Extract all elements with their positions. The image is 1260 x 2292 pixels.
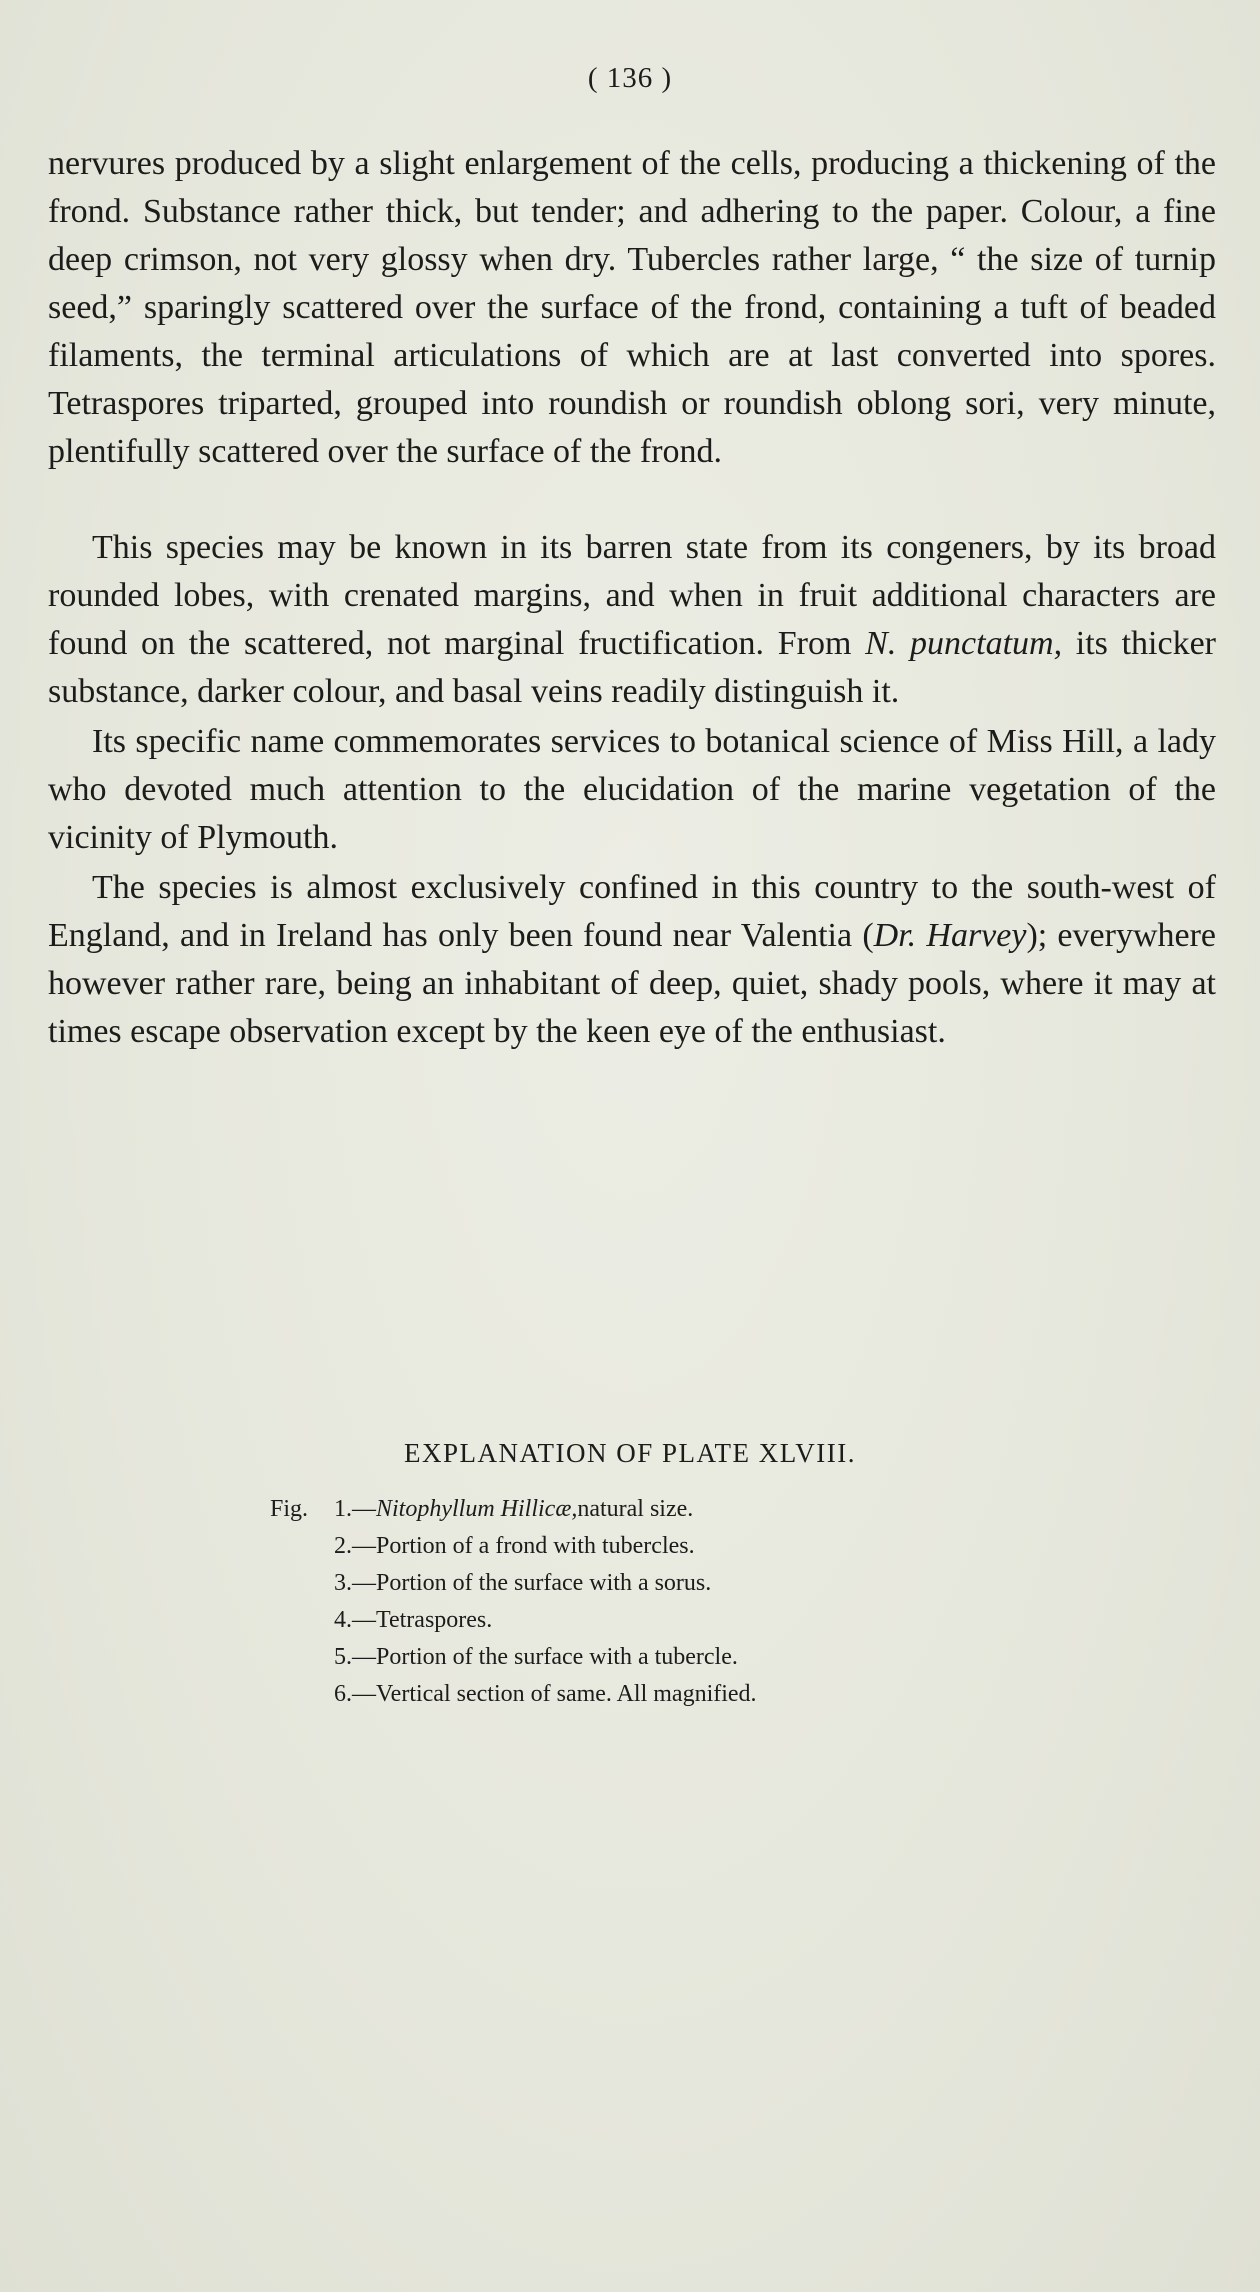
authority-name: Dr. Harvey [873, 917, 1027, 954]
figure-number: 4.— [334, 1607, 376, 1633]
figure-caption: Tetraspores. [376, 1607, 493, 1633]
figure-item [270, 1639, 1260, 1676]
figure-item [270, 1565, 1260, 1602]
paragraph-distribution-text: The species is almost exclusively confined in this country to the south-west of England, and in Ireland has only been found near Valentia [48, 869, 1216, 954]
paragraph-distinction-rest: its thicker substance, darker colour, and basal veins readily distinguish it. [48, 625, 1217, 710]
paragraph-distinction [48, 524, 1216, 716]
figure-item [270, 1491, 1260, 1528]
figure-caption: Portion of a frond with tubercles. [376, 1533, 695, 1559]
paren-open: ( [862, 917, 874, 954]
figure-item [270, 1602, 1260, 1639]
paragraph-etymology: Its specific name commemorates services to botanical science of Miss Hill, a lady who devoted much attention to the elucidation of the marine vegetation of the vicinity of Plymouth. [48, 723, 1216, 856]
page-number: ( 136 ) [587, 62, 673, 94]
plate-explanation [0, 1438, 1260, 1713]
body-text [48, 140, 1216, 1056]
figure-caption: Vertical section of same. All magnified. [376, 1681, 757, 1707]
figure-item [270, 1676, 1260, 1713]
paragraph-distinction-text: This species may be known in its barren state from its congeners, by its broad rounded lobes, with crenated margins, and when in fruit additional characters are found on the scattered, not marginal fructification. From [48, 529, 1216, 662]
figure-number: 6.— [334, 1681, 376, 1707]
paragraph-distribution [48, 864, 1216, 1056]
figure-species-name: Nitophyllum Hillicæ, [376, 1496, 578, 1522]
figure-number: 3.— [334, 1570, 376, 1596]
figure-number: 2.— [334, 1533, 376, 1559]
figure-caption: natural size. [577, 1496, 694, 1522]
fig-label: Fig. [270, 1496, 309, 1522]
figure-list [270, 1491, 1260, 1713]
plate-explanation-title: EXPLANATION OF PLATE XLVIII. [404, 1438, 856, 1468]
paragraph-distribution-rest: ); everywhere however rather rare, being an inhabitant of deep, quiet, shady pools, where it may at times escape observation except by the keen eye of the enthusiast. [48, 917, 1216, 1050]
figure-number: 1.— [334, 1496, 376, 1522]
figure-number: 5.— [334, 1644, 376, 1670]
paragraph-description: nervures produced by a slight enlargement of the cells, producing a thickening of the frond. Substance rather thick, but tender; and adhering to the paper. Colour, a fine deep crimson, not very glossy when dry. Tubercles rather large, “ the size of turnip seed,” sparingly scattered over the surface of the frond, containing a tuft of beaded filaments, the terminal articulations of which are at last converted into spores. Tetraspores triparted, grouped into roundish or roundish oblong sori, very minute, plentifully scattered over the surface of the frond. [48, 145, 1216, 470]
figure-caption: Portion of the surface with a sorus. [376, 1570, 712, 1596]
figure-item [270, 1528, 1260, 1565]
figure-caption: Portion of the surface with a tubercle. [376, 1644, 738, 1670]
species-name-punctatum: N. punctatum, [865, 625, 1063, 662]
